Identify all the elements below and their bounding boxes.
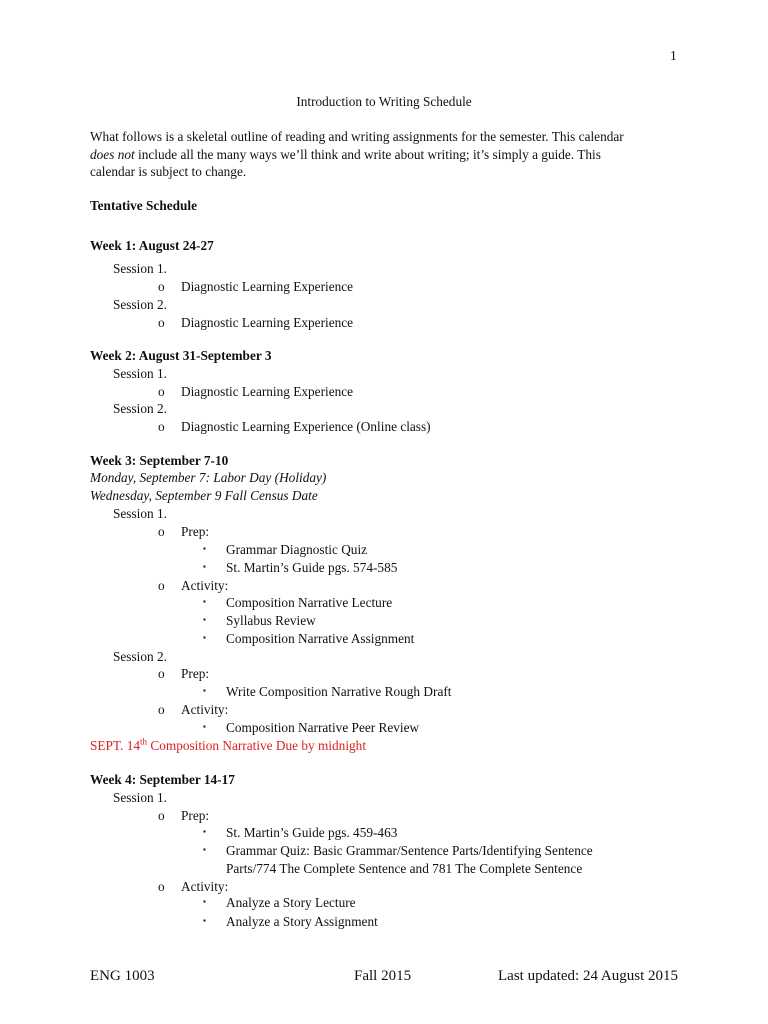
bullet-square: ▪: [203, 722, 206, 731]
list-item: Grammar Diagnostic Quiz: [226, 542, 368, 557]
bullet-square: ▪: [203, 897, 206, 906]
week-3-heading: Week 3: September 7-10: [90, 453, 229, 468]
week-3-session-2-prep: Prep:: [181, 666, 210, 681]
week-3-note-census: Wednesday, September 9 Fall Census Date: [90, 488, 318, 503]
bullet-square: ▪: [203, 544, 206, 553]
bullet-square: ▪: [203, 633, 206, 642]
due-date-suffix: th: [140, 736, 148, 747]
bullet-square: ▪: [203, 686, 206, 695]
week-3-session-2-activity: Activity:: [181, 702, 229, 717]
list-item: St. Martin’s Guide pgs. 574-585: [226, 560, 398, 575]
list-item: Analyze a Story Assignment: [226, 914, 378, 929]
intro-emphasis: does not: [90, 146, 135, 162]
list-item-continuation: Parts/774 The Complete Sentence and 781 The Complete Sentence: [226, 861, 583, 876]
week-4-session-1-activity: Activity:: [181, 879, 229, 894]
footer-course: ENG 1003: [90, 968, 155, 984]
week-2-heading: Week 2: August 31-September 3: [90, 348, 272, 363]
bullet-o: o: [158, 808, 165, 823]
bullet-square: ▪: [203, 916, 206, 925]
bullet-o: o: [158, 666, 165, 681]
bullet-o: o: [158, 702, 165, 717]
week-3-session-2: Session 2.: [113, 649, 167, 664]
bullet-square: ▪: [203, 845, 206, 854]
list-item: Composition Narrative Peer Review: [226, 720, 420, 735]
list-item: Composition Narrative Lecture: [226, 595, 393, 610]
due-text: Composition Narrative Due by midnight: [147, 738, 367, 753]
bullet-o: o: [158, 879, 165, 894]
intro-line-2: [90, 146, 690, 164]
list-item: Syllabus Review: [226, 613, 316, 628]
footer-term: Fall 2015: [354, 968, 412, 984]
week-3-session-1-prep: Prep:: [181, 524, 210, 539]
bullet-square: ▪: [203, 597, 206, 606]
week-1-session-2-item: Diagnostic Learning Experience: [181, 315, 354, 330]
week-2-session-2-item: Diagnostic Learning Experience (Online class): [181, 419, 431, 434]
week-2-session-2: Session 2.: [113, 401, 167, 416]
list-item: St. Martin’s Guide pgs. 459-463: [226, 825, 398, 840]
week-4-session-1: Session 1.: [113, 790, 167, 805]
bullet-square: ▪: [203, 615, 206, 624]
week-4-session-1-prep: Prep:: [181, 808, 210, 823]
intro-line-2-rest: include all the many ways we’ll think and write about writing; it’s simply a guide. This: [134, 146, 601, 162]
week-1-session-2: Session 2.: [113, 297, 167, 312]
intro-line-1: What follows is a skeletal outline of reading and writing assignments for the semester. This calendar: [90, 129, 624, 144]
composition-narrative-due-notice: [90, 738, 366, 754]
week-3-note-labor-day: Monday, September 7: Labor Day (Holiday): [90, 470, 327, 485]
week-1-session-1-item: Diagnostic Learning Experience: [181, 279, 354, 294]
intro-line-3: calendar is subject to change.: [90, 164, 247, 180]
page-number: 1: [670, 48, 677, 63]
week-2-session-1: Session 1.: [113, 366, 167, 381]
bullet-o: o: [158, 315, 165, 330]
footer-last-updated: Last updated: 24 August 2015: [498, 968, 678, 984]
list-item: Grammar Quiz: Basic Grammar/Sentence Parts/Identifying Sentence: [226, 843, 593, 858]
bullet-o: o: [158, 419, 165, 434]
due-date: SEPT. 14: [90, 738, 140, 753]
tentative-schedule-heading: Tentative Schedule: [90, 198, 197, 213]
bullet-o: o: [158, 279, 165, 294]
bullet-o: o: [158, 384, 165, 399]
list-item: Write Composition Narrative Rough Draft: [226, 684, 452, 699]
bullet-o: o: [158, 578, 165, 593]
week-2-session-1-item: Diagnostic Learning Experience: [181, 384, 354, 399]
week-1-heading: Week 1: August 24-27: [90, 238, 214, 253]
intro-paragraph: [90, 128, 690, 181]
bullet-o: o: [158, 524, 165, 539]
list-item: Composition Narrative Assignment: [226, 631, 415, 646]
week-3-session-1: Session 1.: [113, 506, 167, 521]
week-3-session-1-activity: Activity:: [181, 578, 229, 593]
document-title: Introduction to Writing Schedule: [296, 94, 472, 109]
week-1-session-1: Session 1.: [113, 261, 167, 276]
bullet-square: ▪: [203, 562, 206, 571]
bullet-square: ▪: [203, 827, 206, 836]
list-item: Analyze a Story Lecture: [226, 895, 356, 910]
week-4-heading: Week 4: September 14-17: [90, 772, 235, 787]
